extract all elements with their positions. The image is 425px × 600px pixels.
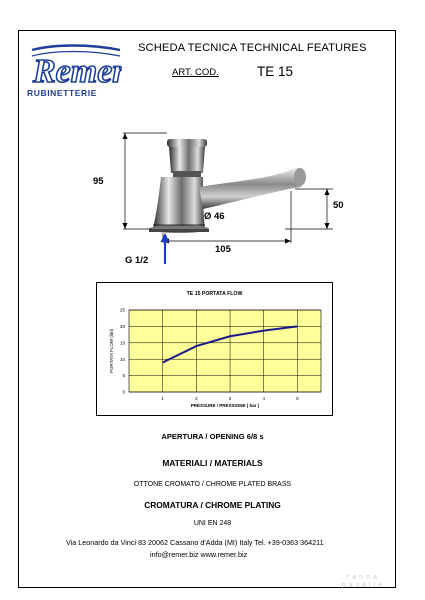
x-tick-label: 1 bbox=[161, 396, 164, 401]
flow-chart bbox=[96, 282, 333, 416]
page-title: SCHEDA TECNICA TECHNICAL FEATURES bbox=[138, 42, 367, 54]
x-tick-label: 3 bbox=[228, 396, 232, 401]
materials-title: MATERIALI / MATERIALS bbox=[162, 458, 263, 468]
art-cod-label: ART. COD. bbox=[172, 67, 219, 78]
y-tick-label: 25 bbox=[119, 307, 125, 313]
diameter-dimension: Ø 46 bbox=[204, 211, 225, 222]
logo-text: Remer bbox=[33, 53, 122, 88]
article-code: TE 15 bbox=[257, 64, 294, 79]
y-tick-label: 10 bbox=[119, 356, 125, 362]
logo-subtitle: RUBINETTERIE bbox=[27, 88, 98, 98]
y-tick-label: 5 bbox=[122, 373, 125, 379]
x-axis-label: PRESSURE / PRESSIONE ( bar ) bbox=[190, 403, 260, 408]
y-tick-label: 0 bbox=[122, 389, 125, 395]
flow-chart-svg bbox=[97, 283, 332, 415]
company-address: Via Leonardo da Vinci 83 20062 Cassano d'Adda (MI) Italy Tel. +39-0363 364211 bbox=[66, 538, 324, 547]
length-dimension: 105 bbox=[215, 244, 231, 255]
remer-logo bbox=[30, 44, 122, 88]
y-tick-label: 20 bbox=[119, 324, 125, 329]
watermark: ranna pasalle bbox=[341, 574, 385, 589]
x-tick-label: 5 bbox=[296, 396, 299, 401]
y-tick-label: 15 bbox=[119, 340, 125, 346]
chart-title: TE 15 PORTATA FLOW bbox=[186, 291, 243, 297]
x-tick-label: 4 bbox=[262, 396, 265, 401]
opening-time: APERTURA / OPENING 6/8 s bbox=[161, 432, 264, 441]
y-axis-label: PORTATA FLOW (litri) bbox=[109, 328, 114, 374]
height-dimension: 95 bbox=[93, 176, 104, 187]
company-contacts: info@remer.biz www.remer.biz bbox=[150, 550, 248, 559]
x-tick-label: 2 bbox=[195, 396, 198, 401]
spout-height-dimension: 50 bbox=[333, 200, 344, 211]
inlet-dimension: G 1/2 bbox=[125, 255, 149, 266]
plating-title: CROMATURA / CHROME PLATING bbox=[144, 500, 281, 510]
plot-area bbox=[129, 310, 321, 392]
standard-norm: UNI EN 248 bbox=[193, 520, 232, 527]
materials-text: OTTONE CROMATO / CHROME PLATED BRASS bbox=[133, 481, 292, 488]
